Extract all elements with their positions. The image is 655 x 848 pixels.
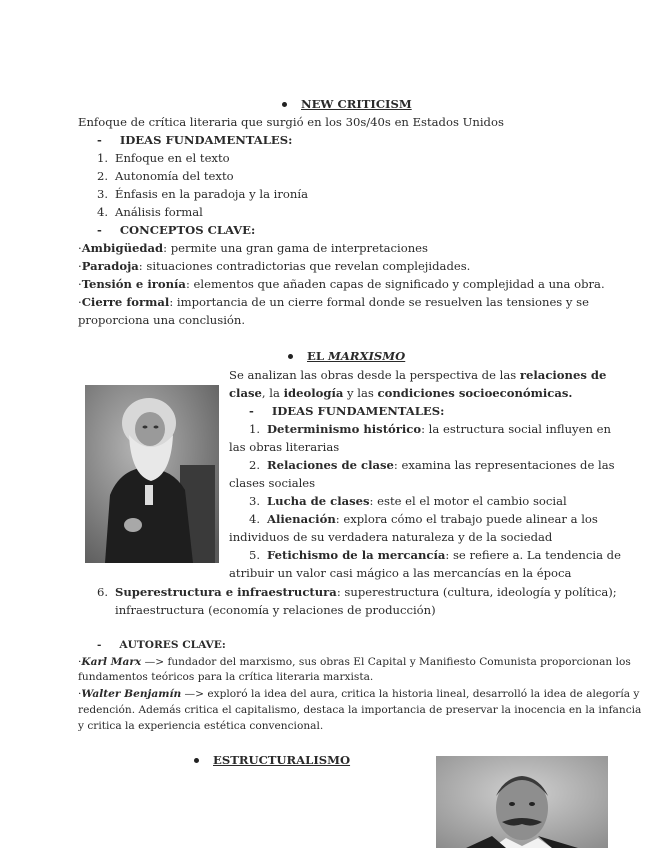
author-line: ·Karl Marx —> fundador del marxismo, sus obras El Capital y Manifiesto Comunista proporcionan los xyxy=(78,656,631,668)
marx-item-cont: las obras literarias xyxy=(229,440,340,454)
item-desc: : se refiere a. La tendencia de xyxy=(445,548,621,562)
item-number: 6. xyxy=(97,585,109,599)
item-term: Determinismo histórico xyxy=(267,422,422,436)
author-line-cont: fundamentos teóricos para la crítica literaria marxista. xyxy=(78,671,374,683)
dash: - xyxy=(97,639,102,651)
dash: - xyxy=(97,223,102,237)
list-item-text: Análisis formal xyxy=(115,205,203,219)
paragraph-intro: Enfoque de crítica literaria que surgió en los 30s/40s en Estados Unidos xyxy=(78,115,504,129)
author-line: ·Walter Benjamín —> exploró la idea del aura, critica la historia lineal, desarrolló la idea de alegoría y xyxy=(78,688,640,700)
subheading-text: CONCEPTOS CLAVE: xyxy=(119,223,256,237)
marx-item xyxy=(249,421,611,437)
portrait-icon xyxy=(436,756,608,848)
subheading-text: AUTORES CLAVE: xyxy=(119,639,226,651)
text: y las xyxy=(343,386,378,400)
concept-line: ·Ambigüedad: permite una gran gama de interpretaciones xyxy=(78,241,428,255)
concept-line-cont: proporciona una conclusión. xyxy=(78,313,246,327)
author-desc: —> exploró la idea del aura, critica la historia lineal, desarrolló la idea de alegoría y xyxy=(181,688,640,700)
section-heading-estructuralismo xyxy=(194,752,350,768)
marx-item xyxy=(249,457,615,473)
list-item-text: Autonomía del texto xyxy=(115,169,234,183)
concept-term: Tensión e ironía xyxy=(81,277,186,291)
marx-item-6 xyxy=(97,584,617,600)
heading-text: ESTRUCTURALISMO xyxy=(213,753,351,767)
item-term: Relaciones de clase xyxy=(267,458,394,472)
portrait-icon xyxy=(85,385,219,563)
marx-item xyxy=(249,547,621,563)
concept-term: Paradoja xyxy=(81,259,139,273)
bullet-icon xyxy=(288,354,293,359)
concept-line: ·Cierre formal: importancia de un cierre formal donde se resuelven las tensiones y se xyxy=(78,295,589,309)
marx-intro-line1 xyxy=(229,367,606,383)
text-bold: clase xyxy=(229,386,262,400)
section-heading-marxismo xyxy=(288,348,405,364)
item-number: 4. xyxy=(249,512,261,526)
concept-line: ·Tensión e ironía: elementos que añaden capas de significado y complejidad a una obra. xyxy=(78,277,605,291)
list-item: 1. Enfoque en el texto xyxy=(97,151,230,165)
item-desc: : explora cómo el trabajo puede alinear a los xyxy=(335,512,598,526)
heading-text: NEW CRITICISM xyxy=(301,97,412,111)
concept-term: Ambigüedad xyxy=(81,241,164,255)
marx-item-cont: clases sociales xyxy=(229,476,316,490)
item-term: Fetichismo de la mercancía xyxy=(267,548,446,562)
dash: - xyxy=(249,404,254,418)
concept-desc: : permite una gran gama de interpretaciones xyxy=(163,241,428,255)
author-desc: —> fundador del marxismo, sus obras El Capital y Manifiesto Comunista proporcionan los xyxy=(141,656,631,668)
item-number: 3. xyxy=(249,494,261,508)
text-bold: condiciones socioeconómicas. xyxy=(377,386,573,400)
bullet-icon xyxy=(282,102,287,107)
concept-desc: : importancia de un cierre formal donde se resuelven las tensiones y se xyxy=(169,295,589,309)
item-number: 1. xyxy=(249,422,261,436)
author-name: Karl Marx xyxy=(81,656,142,668)
list-item: 2. Autonomía del texto xyxy=(97,169,234,183)
marx-item xyxy=(249,493,567,509)
bullet-icon xyxy=(194,758,199,763)
heading-text-em: MARXISMO xyxy=(328,349,406,363)
text-bold: ideología xyxy=(283,386,344,400)
item-number: 2. xyxy=(249,458,261,472)
text: , la xyxy=(261,386,284,400)
concept-term: Cierre formal xyxy=(81,295,170,309)
section-heading-new-criticism xyxy=(282,96,412,112)
item-term: Lucha de clases xyxy=(267,494,370,508)
concept-desc: : elementos que añaden capas de significado y complejidad a una obra. xyxy=(185,277,605,291)
subheading-ideas-marx xyxy=(249,403,444,419)
subheading-text: IDEAS FUNDAMENTALES: xyxy=(271,404,445,418)
list-item-text: Énfasis en la paradoja y la ironía xyxy=(115,187,308,201)
subheading-authors xyxy=(97,638,226,652)
list-item: 4. Análisis formal xyxy=(97,205,203,219)
list-item-text: Enfoque en el texto xyxy=(115,151,230,165)
item-desc: : superestructura (cultura, ideología y política); xyxy=(336,585,617,599)
subheading-concepts xyxy=(97,222,255,238)
subheading-ideas xyxy=(97,132,292,148)
concept-desc: : situaciones contradictorias que revelan complejidades. xyxy=(138,259,471,273)
subheading-text: IDEAS FUNDAMENTALES: xyxy=(119,133,293,147)
item-desc: : examina las representaciones de las xyxy=(393,458,615,472)
item-desc: : este el el motor el cambio social xyxy=(369,494,567,508)
marx-intro-line2 xyxy=(229,385,572,401)
dash: - xyxy=(97,133,102,147)
marx-item-cont: individuos de su verdadera naturaleza y de la sociedad xyxy=(229,530,553,544)
list-item: 3. Énfasis en la paradoja y la ironía xyxy=(97,187,308,201)
concept-line: ·Paradoja: situaciones contradictorias que revelan complejidades. xyxy=(78,259,471,273)
text-bold: relaciones de xyxy=(519,368,607,382)
saussure-photo xyxy=(436,756,608,848)
heading-text: EL xyxy=(307,349,329,363)
author-name: Walter Benjamín xyxy=(81,688,182,700)
item-desc: : la estructura social influyen en xyxy=(421,422,611,436)
author-line-cont: y critica la experiencia estética convencional. xyxy=(78,720,324,732)
karl-marx-photo xyxy=(85,385,219,563)
author-line-cont: redención. Además critica el capitalismo, destaca la importancia de preservar la inocencia en la infancia xyxy=(78,704,642,716)
marx-item-6-cont: infraestructura (economía y relaciones de producción) xyxy=(115,603,436,617)
marx-item xyxy=(249,511,598,527)
item-term: Alienación xyxy=(267,512,336,526)
text: Se analizan las obras desde la perspectiva de las xyxy=(229,368,520,382)
item-number: 5. xyxy=(249,548,261,562)
marx-item-cont: atribuir un valor casi mágico a las mercancías en la época xyxy=(229,566,572,580)
item-term: Superestructura e infraestructura xyxy=(115,585,337,599)
